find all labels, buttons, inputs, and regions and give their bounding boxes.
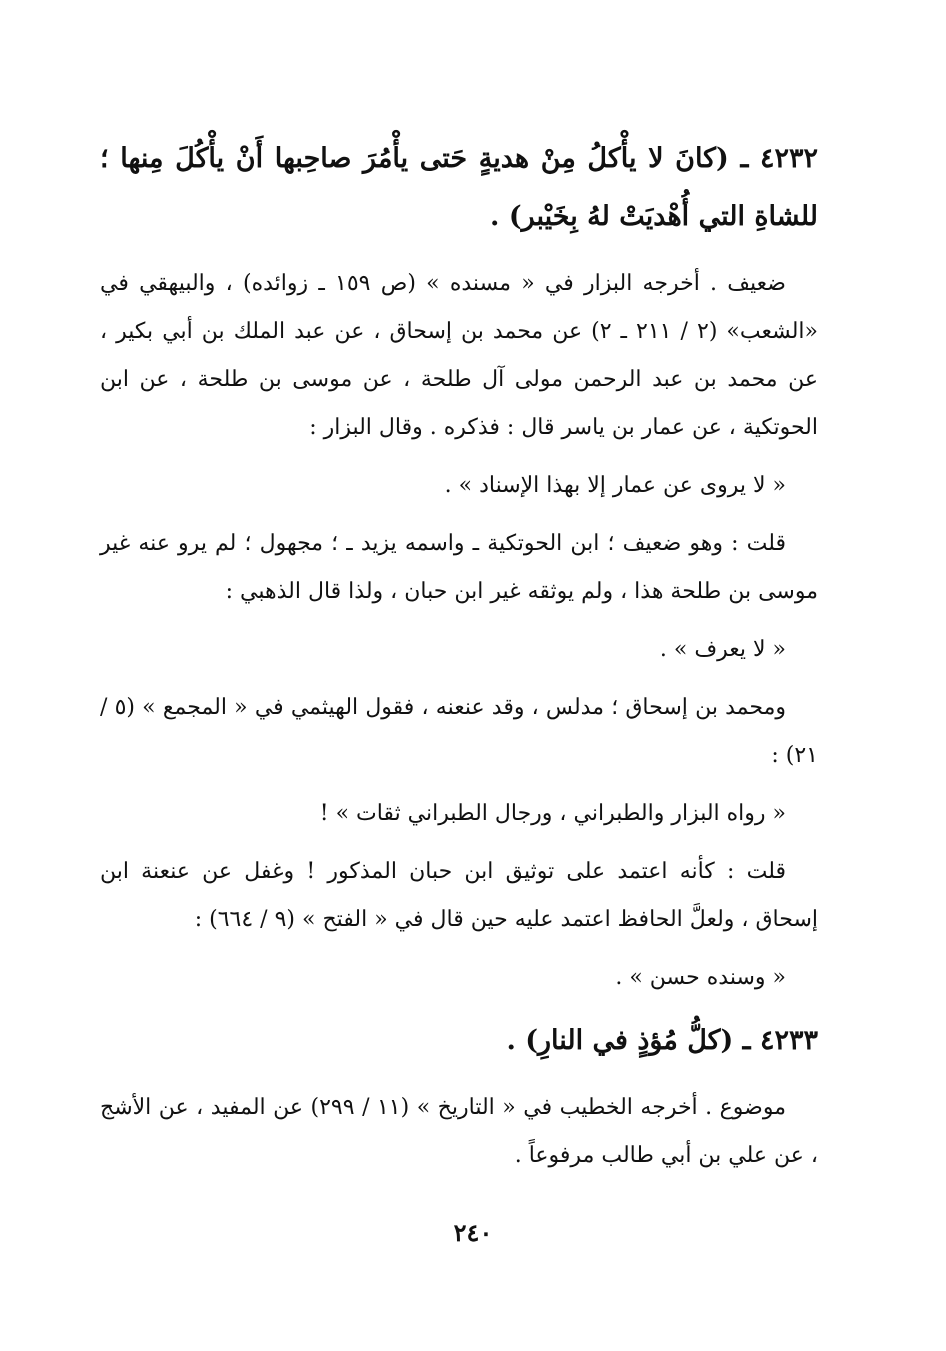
takhrij-paragraph: موضوع . أخرجه الخطيب في « التاريخ » (١١ / ٢٩٩) عن المفيد ، عن الأشج ، عن علي بن أبي طالب مرفوعاً . — [100, 1095, 818, 1168]
hadith-heading-4232: ٤٢٣٢ ـ (كانَ لا يأْكلُ مِنْ هديةٍ حَتى يأْمُرَ صاحِبها أَنْ يأْكُلَ مِنها ؛ للشاةِ التي أُهْديَتْ لهُ بِخَيْبر) . — [100, 143, 818, 232]
hadith-heading-4233: ٤٢٣٣ ـ (كلُّ مُؤذٍ في النارِ) . — [506, 1025, 818, 1056]
quoted-statement: « لا يعرف » . — [659, 637, 786, 662]
quoted-statement: « لا يروى عن عمار إلا بهذا الإسناد » . — [444, 473, 786, 498]
quoted-statement: « رواه البزار والطبراني ، ورجال الطبراني ثقات » ! — [319, 801, 786, 826]
commentary-paragraph: قلت : كأنه اعتمد على توثيق ابن حبان المذكور ! وغفل عن عنعنة ابن إسحاق ، ولعلَّ الحافظ اعتمد عليه حين قال في « الفتح » (٩ / ٦٦٤) : — [100, 859, 818, 932]
commentary-paragraph: ومحمد بن إسحاق ؛ مدلس ، وقد عنعنه ، فقول الهيثمي في « المجمع » (٥ / ٢١) : — [100, 695, 818, 768]
takhrij-paragraph: ضعيف . أخرجه البزار في « مسنده » (ص ١٥٩ ـ زوائده) ، والبيهقي في «الشعب» (٢ / ٢١١ ـ ٢) عن محمد بن إسحاق ، عن عبد الملك بن أبي بكير ، عن محمد بن عبد الرحمن مولى آل طلحة ، عن موسى بن طلحة ، عن ابن الحوتكية ، عن عمار بن ياسر قال : فذكره . وقال البزار : — [100, 271, 819, 440]
page-number: ٢٤٠ — [453, 1218, 493, 1247]
page-content — [100, 130, 818, 1190]
commentary-paragraph: قلت : وهو ضعيف ؛ ابن الحوتكية ـ واسمه يزيد ـ ؛ مجهول ؛ لم يرو عنه غير موسى بن طلحة هذا ، ولم يوثقه غير ابن حبان ، ولذا قال الذهبي : — [100, 531, 818, 604]
quoted-statement: « وسنده حسن » . — [615, 965, 786, 990]
